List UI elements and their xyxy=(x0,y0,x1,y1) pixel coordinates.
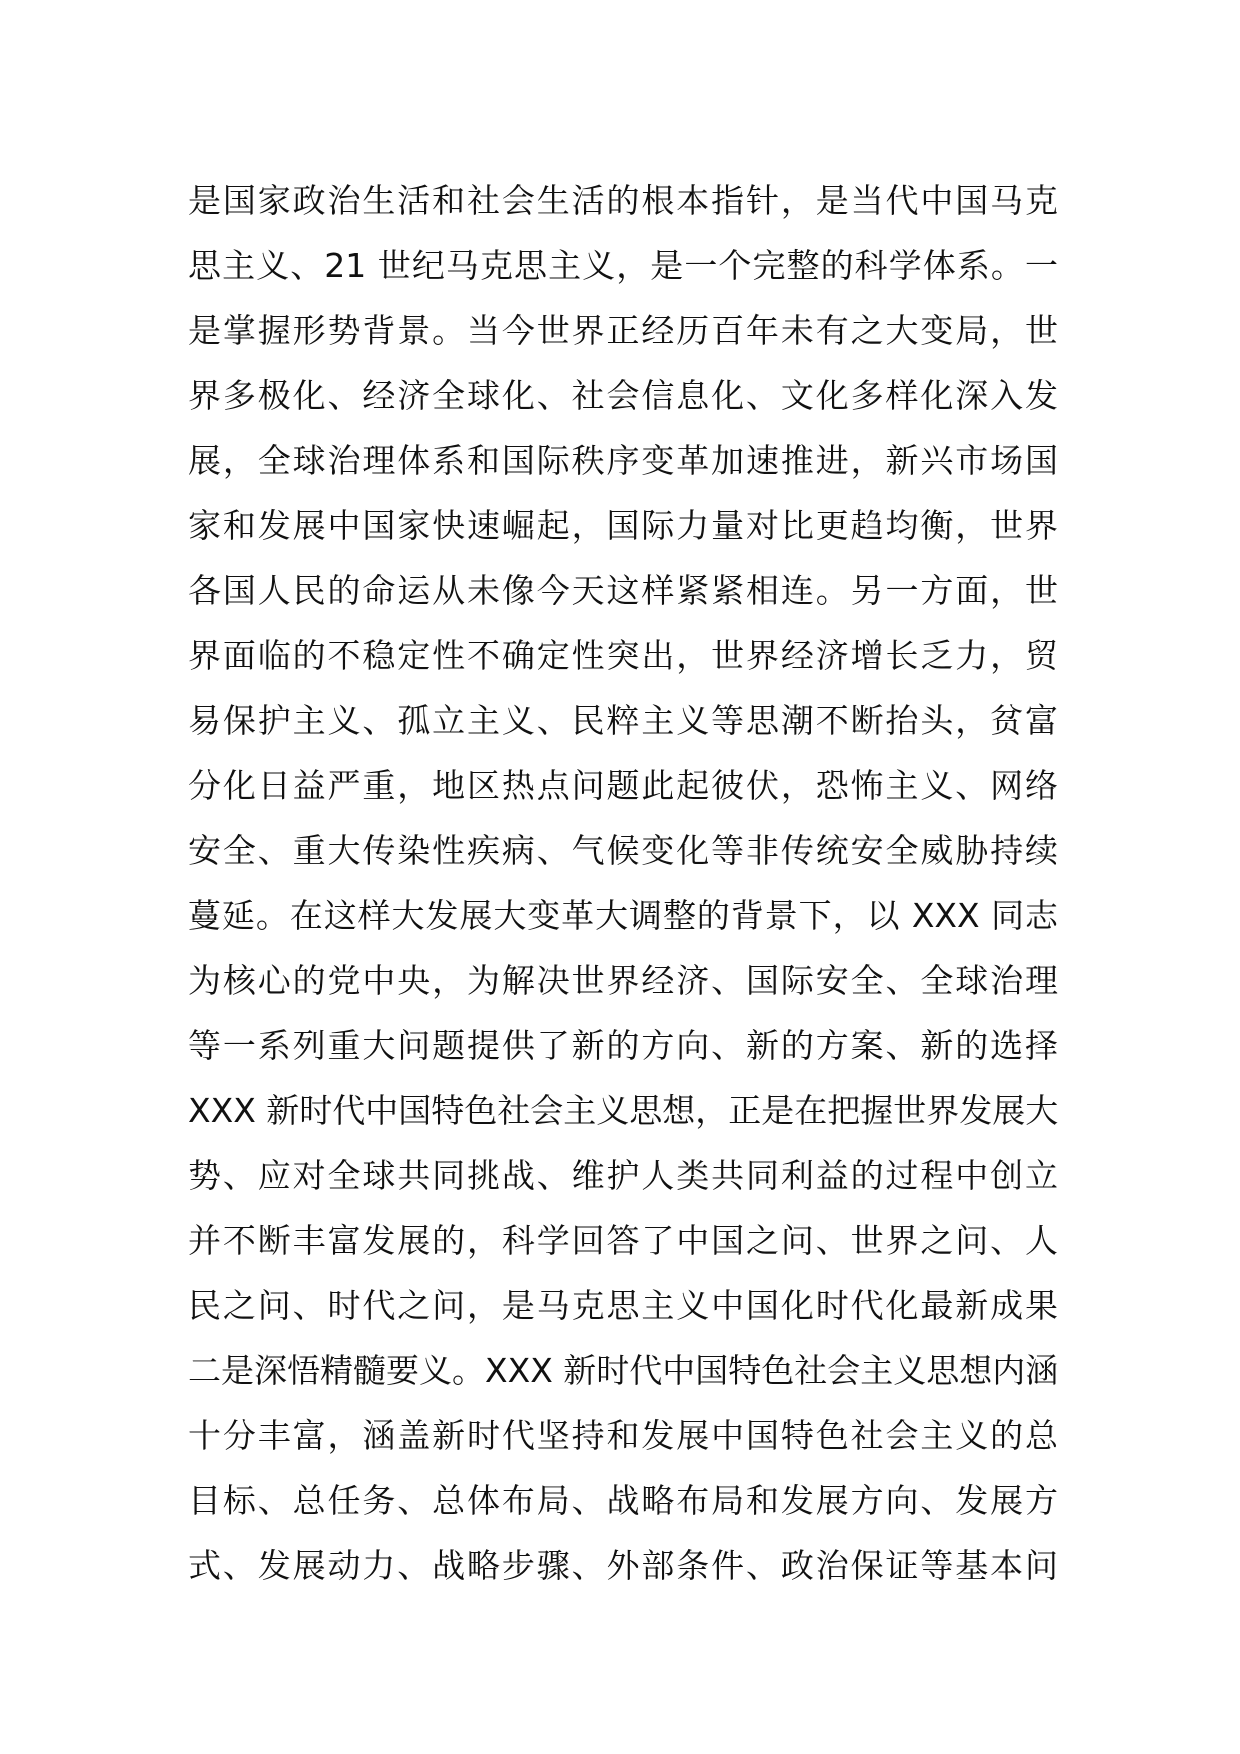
text-line: 展，全球治理体系和国际秩序变革加速推进，新兴市场国 xyxy=(188,441,1058,480)
text-line: 分化日益严重，地区热点问题此起彼伏，恐怖主义、网络 xyxy=(188,766,1058,805)
text-line: 等一系列重大问题提供了新的方向、新的方案、新的选择 xyxy=(188,1026,1058,1065)
text-line: 蔓延。在这样大发展大变革大调整的背景下，以 XXX 同志 xyxy=(188,896,1058,935)
text-line: 民之问、时代之问，是马克思主义中国化时代化最新成果 xyxy=(188,1286,1058,1325)
text-line: 势、应对全球共同挑战、维护人类共同利益的过程中创立 xyxy=(188,1156,1058,1195)
text-line: 界多极化、经济全球化、社会信息化、文化多样化深入发 xyxy=(188,376,1058,415)
text-line: 家和发展中国家快速崛起，国际力量对比更趋均衡，世界 xyxy=(188,506,1058,545)
text-line: 目标、总任务、总体布局、战略布局和发展方向、发展方 xyxy=(188,1481,1058,1520)
text-line: 界面临的不稳定性不确定性突出，世界经济增长乏力，贸 xyxy=(188,636,1058,675)
text-line: 是国家政治生活和社会生活的根本指针，是当代中国马克 xyxy=(188,181,1058,220)
text-line: 思主义、21 世纪马克思主义，是一个完整的科学体系。一 xyxy=(188,246,1058,285)
text-line: 是掌握形势背景。当今世界正经历百年未有之大变局，世 xyxy=(188,311,1058,350)
body-text xyxy=(188,168,1058,1598)
text-line: 安全、重大传染性疾病、气候变化等非传统安全威胁持续 xyxy=(188,831,1058,870)
text-line: 并不断丰富发展的，科学回答了中国之问、世界之问、人 xyxy=(188,1221,1058,1260)
text-line: 各国人民的命运从未像今天这样紧紧相连。另一方面，世 xyxy=(188,571,1058,610)
text-line: 二是深悟精髓要义。XXX 新时代中国特色社会主义思想内涵 xyxy=(188,1351,1059,1390)
text-line: 易保护主义、孤立主义、民粹主义等思潮不断抬头，贫富 xyxy=(188,701,1058,740)
text-line: XXX 新时代中国特色社会主义思想，正是在把握世界发展大 xyxy=(188,1091,1059,1130)
text-line: 式、发展动力、战略步骤、外部条件、政治保证等基本问 xyxy=(188,1546,1058,1585)
text-line: 为核心的党中央，为解决世界经济、国际安全、全球治理 xyxy=(188,961,1058,1000)
text-line: 十分丰富，涵盖新时代坚持和发展中国特色社会主义的总 xyxy=(188,1416,1058,1455)
